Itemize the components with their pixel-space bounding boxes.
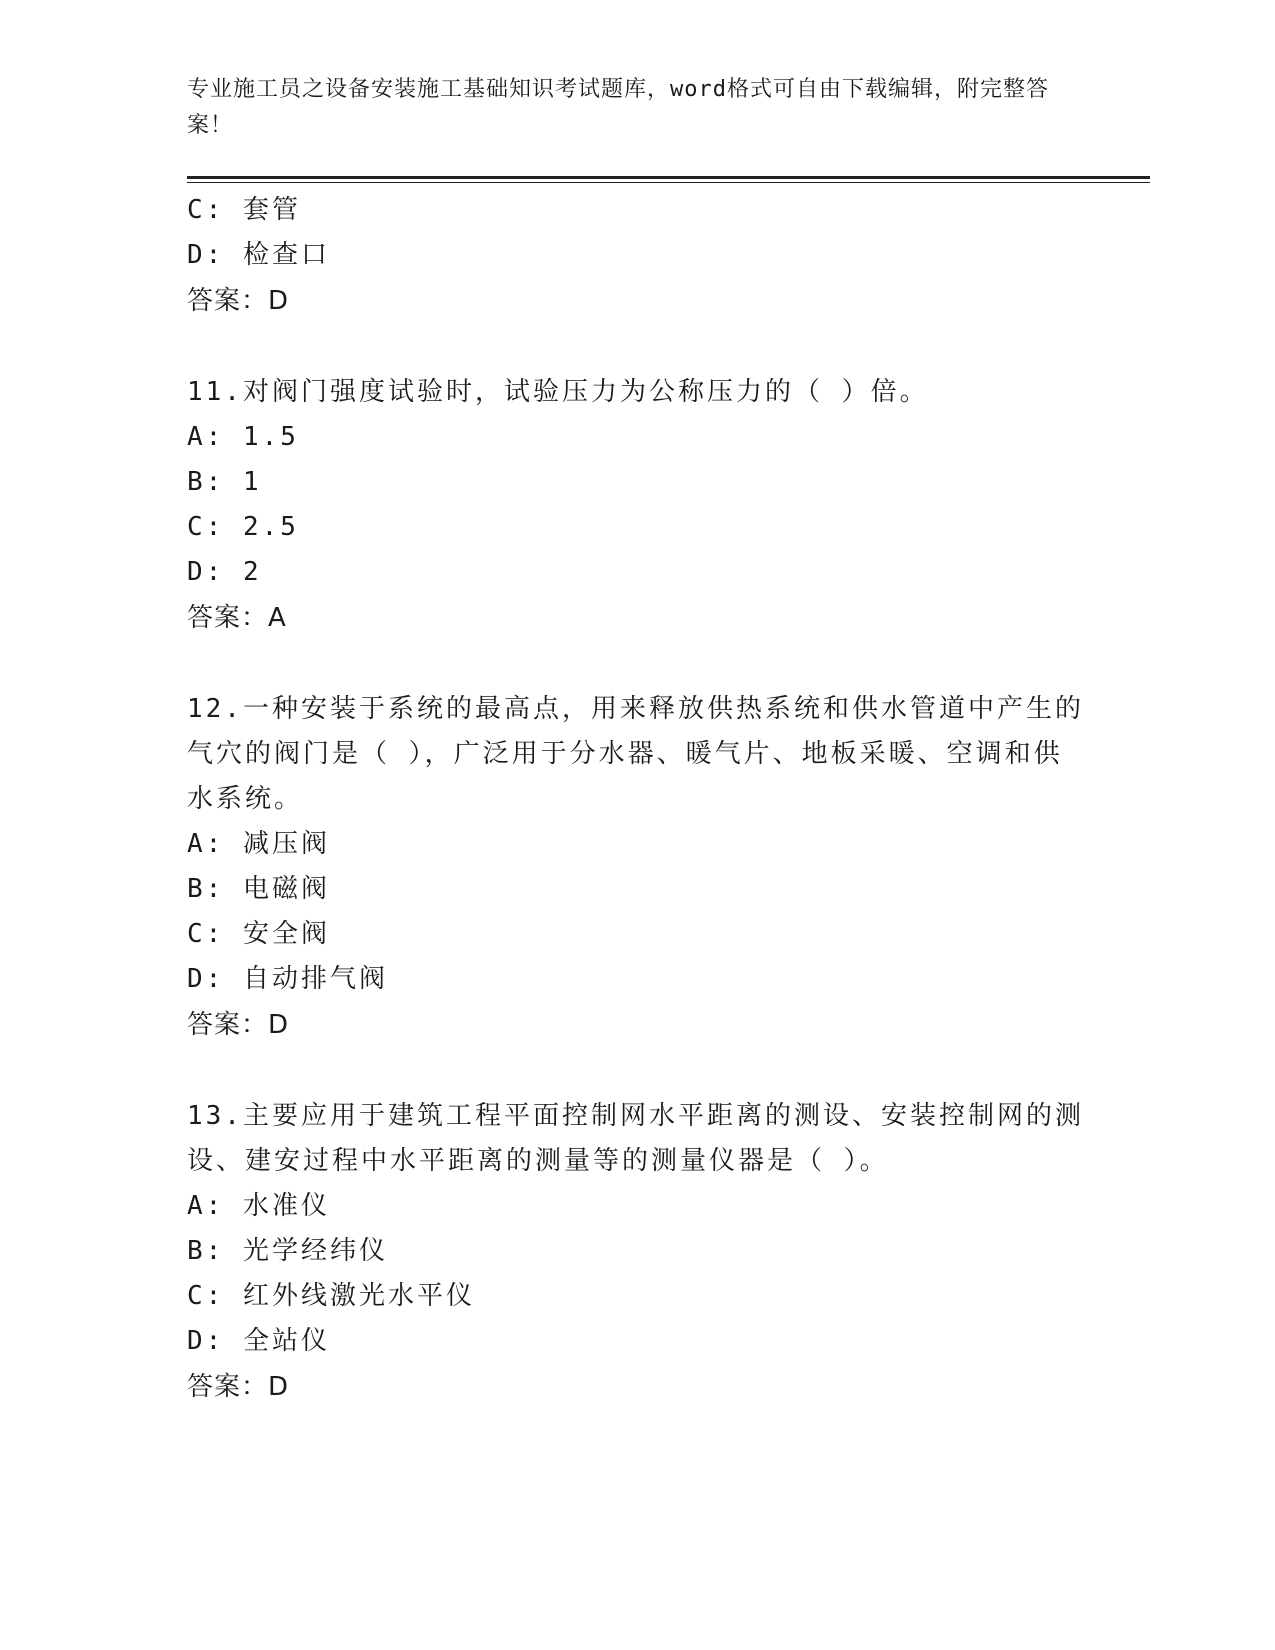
header-rule-thick xyxy=(187,176,1150,179)
option-c: C: 套管 xyxy=(187,195,301,225)
option-b: B: 电磁阀 xyxy=(187,874,330,904)
answer-line: 答案：A xyxy=(187,603,287,633)
option-b: B: 光学经纬仪 xyxy=(187,1236,388,1266)
option-d: D: 2 xyxy=(187,557,262,587)
question-list xyxy=(187,188,1087,1410)
question-stem: 12.一种安装于系统的最高点，用来释放供热系统和供水管道中产生的气穴的阀门是（ ），广泛用于分水器、暖气片、地板采暖、空调和供水系统。 xyxy=(187,694,1084,814)
question-stem: 11.对阀门强度试验时，试验压力为公称压力的（ ）倍。 xyxy=(187,377,929,407)
option-d: D: 全站仪 xyxy=(187,1326,330,1356)
option-c: C: 2.5 xyxy=(187,512,299,542)
option-a: A: 水准仪 xyxy=(187,1191,330,1221)
option-a: A: 减压阀 xyxy=(187,829,330,859)
question-11 xyxy=(187,370,1087,641)
option-c: C: 安全阀 xyxy=(187,919,330,949)
answer-line: 答案：D xyxy=(187,286,290,316)
header-rule-thin xyxy=(187,182,1150,183)
option-c: C: 红外线激光水平仪 xyxy=(187,1281,475,1311)
question-stem: 13.主要应用于建筑工程平面控制网水平距离的测设、安装控制网的测设、建安过程中水平距离的测量等的测量仪器是（ ）。 xyxy=(187,1101,1084,1176)
option-b: B: 1 xyxy=(187,467,262,497)
document-header: 专业施工员之设备安装施工基础知识考试题库，word格式可自由下载编辑，附完整答案！ xyxy=(187,77,1049,138)
option-a: A: 1.5 xyxy=(187,422,299,452)
option-d: D: 检查口 xyxy=(187,240,330,270)
question-13 xyxy=(187,1094,1087,1410)
option-d: D: 自动排气阀 xyxy=(187,964,388,994)
answer-line: 答案：D xyxy=(187,1010,290,1040)
carryover-question xyxy=(187,188,1087,324)
answer-line: 答案：D xyxy=(187,1372,290,1402)
question-12 xyxy=(187,687,1087,1048)
